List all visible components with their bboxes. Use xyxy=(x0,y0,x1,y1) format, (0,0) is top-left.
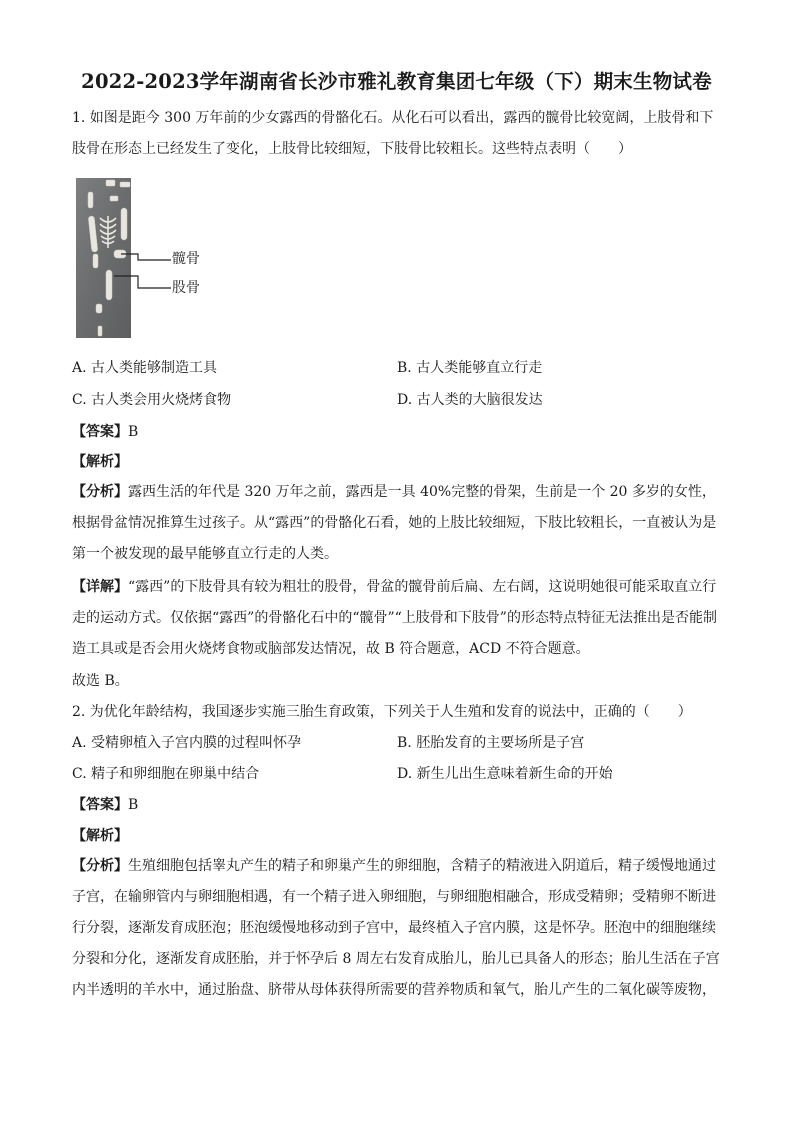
fenxi-text: 生殖细胞包括睾丸产生的精子和卵巢产生的卵细胞，含精子的精液进入阴道后，精子缓慢地通过子宫，在输卵管内与卵细胞相遇，有一个精子进入卵细胞，与卵细胞相融合，形成受精卵；受精卵不断进行分裂，逐渐发育成胚泡；胚泡缓慢地移动到子宫中，最终植入子宫内膜，这是怀孕。胚泡中的细胞继续分裂和分化，逐渐发育成胚胎，并于怀孕后 8 周左右发育成胎儿，胎儿已具备人的形态；胎儿生活在子宫内半透明的羊水中，通过胎盘、脐带从母体获得所需要的营养物质和氧气，胎儿产生的二氧化碳等废物， xyxy=(72,858,720,998)
q1-answer xyxy=(72,422,138,442)
answer-value: B xyxy=(128,424,139,440)
q2-fenxi xyxy=(72,851,724,1006)
fenxi-tag: 【分析】 xyxy=(72,484,128,500)
answer-value: B xyxy=(128,797,139,813)
xiangjie-tag: 【详解】 xyxy=(72,579,128,595)
q1-analysis-tag: 【解析】 xyxy=(72,454,128,470)
page-title: 2022-2023学年湖南省长沙市雅礼教育集团七年级（下）期末生物试卷 xyxy=(81,70,712,93)
q1-option-a: A. 古人类能够制造工具 xyxy=(72,360,218,376)
q2-answer xyxy=(72,795,138,815)
answer-tag: 【答案】 xyxy=(72,797,128,813)
q1-conclusion: 故选 B。 xyxy=(72,673,129,689)
q2-option-b: B. 胚胎发育的主要场所是子宫 xyxy=(397,735,585,751)
q1-option-c: C. 古人类会用火烧烤食物 xyxy=(72,392,232,408)
q2-option-c: C. 精子和卵细胞在卵巢中结合 xyxy=(72,766,260,782)
lucy-skeleton-image xyxy=(76,178,226,338)
xiangjie-text: “露西”的下肢骨具有较为粗壮的股骨，骨盆的髋骨前后扁、左右阔，这说明她很可能采取直立行走的运动方式。仅依据“露西”的骨骼化石中的“髋骨”“上肢骨和下肢骨”的形态特点特征无法推出是否能制造工具或是否会用火烧烤食物或脑部发达情况，故 B 符合题意，ACD 不符合题意。 xyxy=(72,579,717,657)
q2-stem: 2. 为优化年龄结构，我国逐步实施三胎生育政策，下列关于人生殖和发育的说法中，正确的（ ） xyxy=(72,704,692,720)
q2-option-a: A. 受精卵植入子宫内膜的过程叫怀孕 xyxy=(72,735,302,751)
q1-fenxi xyxy=(72,477,724,570)
q1-stem: 1. 如图是距今 300 万年前的少女露西的骨骼化石。从化石可以看出，露西的髋骨比较宽阔，上肢骨和下肢骨在形态上已经发生了变化，上肢骨比较细短，下肢骨比较粗长。这些特点表明（ ） xyxy=(72,110,714,157)
q1-option-b: B. 古人类能够直立行走 xyxy=(397,360,543,376)
femur-label: 股骨 xyxy=(172,280,200,296)
answer-tag: 【答案】 xyxy=(72,424,128,440)
fenxi-tag: 【分析】 xyxy=(72,858,128,874)
q2-analysis-tag: 【解析】 xyxy=(72,828,128,844)
fenxi-text: 露西生活的年代是 320 万年之前，露西是一具 40%完整的骨架，生前是一个 20 多岁的女性，根据骨盆情况推算生过孩子。从“露西”的骨骼化石看，她的上肢比较细短，下肢比较粗长，一直被认为是第一个被发现的最早能够直立行走的人类。 xyxy=(72,484,717,562)
q1-option-d: D. 古人类的大脑很发达 xyxy=(397,392,543,408)
hip-bone-label: 髋骨 xyxy=(172,251,200,267)
q2-option-d: D. 新生儿出生意味着新生命的开始 xyxy=(397,766,613,782)
q1-xiangjie xyxy=(72,572,724,665)
lucy-fossil-figure xyxy=(76,178,226,338)
